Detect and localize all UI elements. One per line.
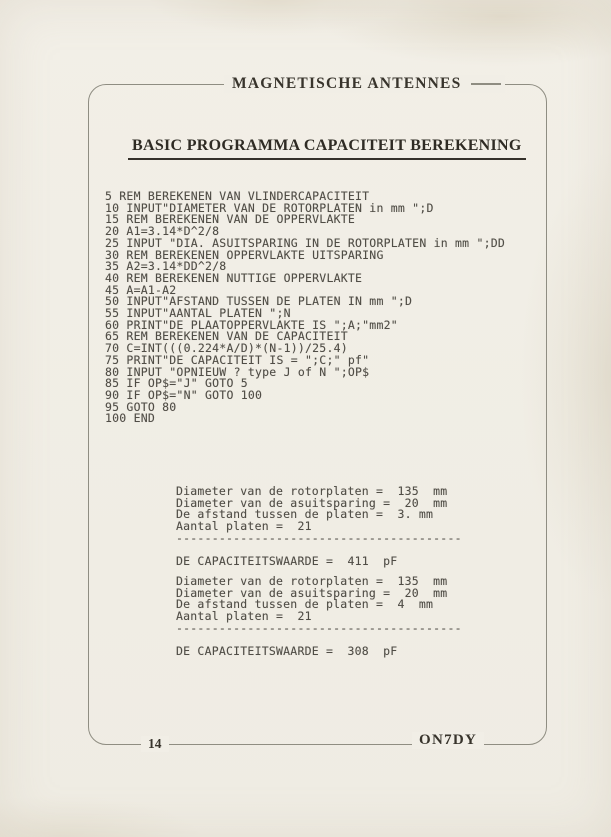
program-line: 55 INPUT"AANTAL PLATEN ";N [105, 306, 291, 321]
program-line: 70 C=INT(((0.224*A/D)*(N-1))/25.4) [105, 341, 348, 356]
program-line: 45 A=A1-A2 [105, 282, 177, 297]
output-line: ---------------------------------------- [176, 620, 462, 635]
program-line: 35 A2=3.14*DD^2/8 [105, 259, 227, 274]
program-line: 40 REM BEREKENEN NUTTIGE OPPERVLAKTE [105, 270, 363, 285]
rule-dash [471, 83, 501, 84]
running-head [224, 75, 505, 93]
basic-program-listing [105, 191, 505, 425]
page-number-text: 14 [148, 736, 162, 751]
output-line: Aantal platen = 21 [176, 519, 312, 534]
output-line: Diameter van de asuitsparing = 20 mm [176, 585, 448, 600]
program-line: 10 INPUT"DIAMETER VAN DE ROTORPLATEN in mm ";D [105, 200, 434, 215]
output-line: Diameter van de rotorplaten = 135 mm [176, 574, 448, 588]
program-line: 5 REM BEREKENEN VAN VLINDERCAPACITEIT [105, 189, 370, 203]
author-callsign [412, 732, 484, 749]
section-title-text: BASIC PROGRAMMA CAPACITEIT BEREKENING [128, 137, 526, 160]
page-number [141, 736, 169, 752]
program-line: 30 REM BEREKENEN OPPERVLAKTE UITSPARING [105, 247, 384, 262]
running-head-title: MAGNETISCHE ANTENNES [232, 75, 462, 92]
output-line: ---------------------------------------- [176, 530, 462, 545]
output-line: DE CAPACITEITSWAARDE = 308 pF [176, 644, 398, 659]
output-line: De afstand tussen de platen = 3. mm [176, 507, 434, 522]
program-line: 100 END [105, 411, 156, 426]
program-line: 65 REM BEREKENEN VAN DE CAPACITEIT [105, 329, 348, 344]
program-line: 95 GOTO 80 [105, 399, 177, 414]
program-line: 50 INPUT"AFSTAND TUSSEN DE PLATEN IN mm ";D [105, 294, 413, 309]
output-line: Diameter van de asuitsparing = 20 mm [176, 495, 448, 510]
program-output-run-1 [176, 486, 462, 568]
program-line: 85 IF OP$="J" GOTO 5 [105, 376, 248, 391]
output-line: Aantal platen = 21 [176, 609, 312, 624]
output-line: De afstand tussen de platen = 4 mm [176, 597, 434, 612]
program-line: 15 REM BEREKENEN VAN DE OPPERVLAKTE [105, 212, 356, 227]
program-line: 25 INPUT "DIA. ASUITSPARING IN DE ROTORPLATEN in mm ";DD [105, 235, 506, 250]
program-line: 60 PRINT"DE PLAATOPPERVLAKTE IS ";A;"mm2" [105, 317, 398, 332]
program-output-run-2 [176, 576, 462, 658]
output-line: DE CAPACITEITSWAARDE = 411 pF [176, 554, 398, 569]
program-line: 75 PRINT"DE CAPACITEIT IS = ";C;" pf" [105, 352, 370, 367]
program-line: 80 INPUT "OPNIEUW ? type J of N ";OP$ [105, 364, 370, 379]
output-line: Diameter van de rotorplaten = 135 mm [176, 484, 448, 498]
author-callsign-text: ON7DY [419, 732, 478, 748]
program-line: 90 IF OP$="N" GOTO 100 [105, 387, 263, 402]
section-title [128, 137, 522, 160]
program-line: 20 A1=3.14*D^2/8 [105, 224, 220, 239]
